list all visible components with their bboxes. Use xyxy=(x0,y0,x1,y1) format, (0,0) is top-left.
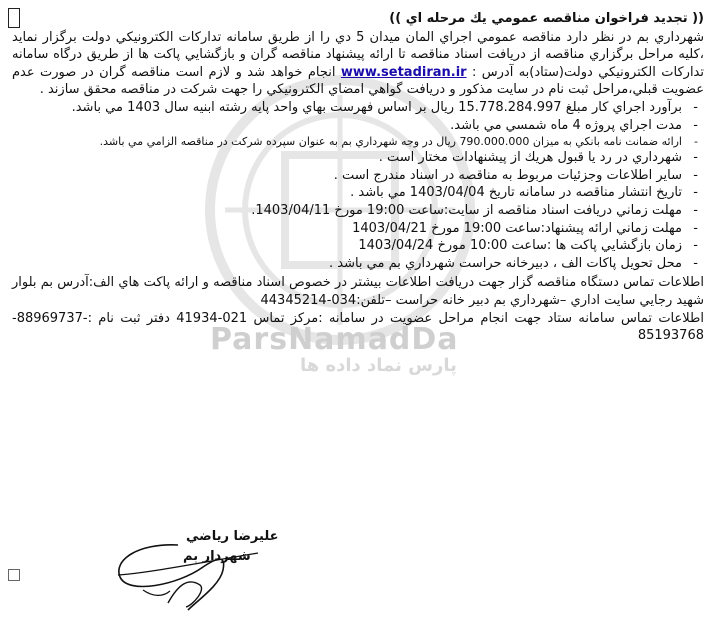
watermark-subtext: پارس نماد داده ها xyxy=(300,355,457,376)
watermark-text: ParsNamadDa xyxy=(210,322,459,357)
list-item-documents: - ساير اطلاعات وجزئيات مربوط به مناقصه در اسناد مندرج است . xyxy=(12,167,704,185)
tender-conditions-list xyxy=(12,99,704,272)
contact-organizer: اطلاعات تماس دستگاه مناقصه گزار جهت دريافت اطلاعات بيشتر در خصوص اسناد مناقصه و ارائه پاكت هاي الف:آدرس بم بلوار شهيد رجايي سايت اداري –شهرداري بم دبير خانه حراست –تلفن:034-44345214 xyxy=(12,275,704,308)
list-item-duration: - مدت اجراي پروژه 4 ماه شمسي مي باشد. xyxy=(12,117,704,135)
list-item-publish-date: - تاريخ انتشار مناقصه در سامانه تاريخ 1403/04/04 مي باشد . xyxy=(12,184,704,202)
list-item-receive-deadline: - مهلت زماني دريافت اسناد مناقصه از سايت:ساعت 19:00 مورخ 1403/04/11. xyxy=(12,202,704,220)
handwritten-signature-icon xyxy=(108,515,288,615)
setad-website-link[interactable]: www.setadiran.ir xyxy=(340,64,467,80)
list-item-rights: - شهرداري در رد يا قبول هريك از پيشنهادات مختار است . xyxy=(12,149,704,167)
list-item-submit-deadline: - مهلت زماني ارائه پيشنهاد:ساعت 19:00 مورخ 1403/04/21 xyxy=(12,220,704,238)
corner-checkbox-mark xyxy=(8,569,20,581)
notice-body xyxy=(12,10,704,345)
contact-setad: اطلاعات تماس سامانه ستاد جهت انجام مراحل عضويت در سامانه :مركز تماس 021-41934 دفتر ثبت نام :-88969737-85193768 xyxy=(12,310,704,344)
intro-text-end: انجام خواهد شد و لازم است مناقصه گران در صورت عدم عضويت قبلي،مراحل ثبت نام در سايت مذكور و دريافت گواهي امضاي الكترونيكي را جهت شركت در مناقصه محقق سازند . xyxy=(12,64,704,98)
notice-title: (( تجديد فراخوان مناقصه عمومي يك مرحله اي )) xyxy=(389,11,704,26)
signatory-name: عليرضا رياضي xyxy=(186,529,279,544)
list-item-opening-time: - زمان بازگشايي پاكت ها :ساعت 10:00 مورخ 1403/04/24 xyxy=(12,237,704,255)
list-item-guarantee: - ارائه ضمانت نامه بانكي به ميزان 790.000.000 ريال در وجه شهرداري بم به عنوان سپرده شركت در مناقصه الزامي مي باشد. xyxy=(12,134,704,149)
contact-info xyxy=(12,274,704,344)
signatory-title: شهردار بم xyxy=(183,549,251,564)
list-item-delivery-place: - محل تحويل پاكات الف ، دبيرخانه حراست شهرداري بم مي باشد . xyxy=(12,255,704,273)
notice-intro xyxy=(12,29,704,99)
list-item-estimate: - برآورد اجراي كار مبلغ 15.778.284.997 ريال بر اساس فهرست بهاي واحد پايه رشته ابنيه سال 1403 مي باشد. xyxy=(12,99,704,117)
intro-text-start: شهرداري بم در نظر دارد مناقصه عمومي اجراي المان ميدان 5 دي را از طريق سامانه تداركات الكترونيكي دولت برگزار نمايد ،كليه مراحل برگزاري مناقصه از دريافت اسناد مناقصه تا ارائه پيشنهاد مناقصه گران و بازگشايي پاكت ها از طريق درگاه سامانه تداركات الكترونيكي دولت(ستاد)به آدرس : xyxy=(12,29,705,80)
